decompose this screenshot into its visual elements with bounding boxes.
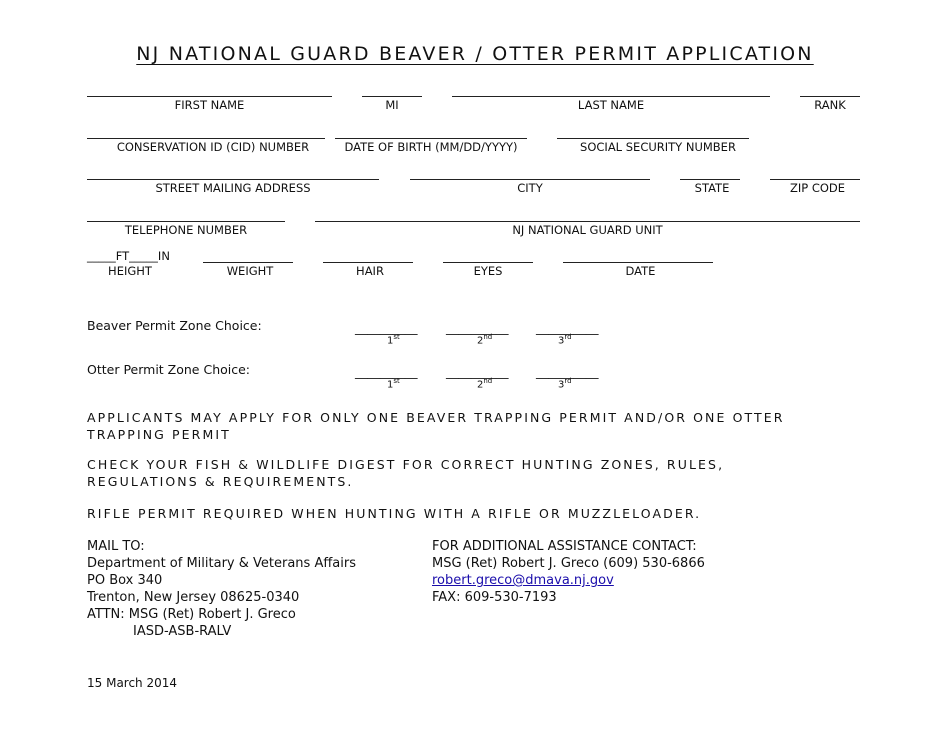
city-label: CITY xyxy=(517,181,543,195)
eyes-label: EYES xyxy=(473,264,503,278)
form-title: NJ NATIONAL GUARD BEAVER / OTTER PERMIT APPLICATION xyxy=(136,43,814,65)
weight-label: WEIGHT xyxy=(226,264,274,278)
telephone-label: TELEPHONE NUMBER xyxy=(124,223,248,237)
beaver-zone-1st-label: 1st xyxy=(387,333,400,347)
unit-field[interactable] xyxy=(315,221,860,222)
beaver-zone-3rd-label: 3rd xyxy=(558,333,572,347)
dob-label: DATE OF BIRTH (MM/DD/YYYY) xyxy=(344,140,518,154)
street-label: STREET MAILING ADDRESS xyxy=(155,181,311,195)
otter-zone-2nd-label: 2nd xyxy=(477,377,493,391)
date-field[interactable] xyxy=(563,262,713,263)
last-name-field[interactable] xyxy=(452,96,770,97)
state-label: STATE xyxy=(694,181,730,195)
mail-to-block xyxy=(87,538,356,640)
footer-date: 15 March 2014 xyxy=(87,676,178,690)
otter-zone-3rd-label: 3rd xyxy=(558,377,572,391)
contact-block xyxy=(432,538,705,606)
unit-label: NJ NATIONAL GUARD UNIT xyxy=(512,223,663,237)
state-field[interactable] xyxy=(680,179,740,180)
mail-to-line-5: IASD-ASB-RALV xyxy=(133,624,232,639)
otter-zone-1st-field[interactable]: __________ xyxy=(355,364,418,379)
contact-email-link[interactable]: robert.greco@dmava.nj.gov xyxy=(432,573,614,588)
mail-to-line-3: Trenton, New Jersey 08625-0340 xyxy=(87,590,300,605)
hair-field[interactable] xyxy=(323,262,413,263)
rank-label: RANK xyxy=(814,98,846,112)
height-label: HEIGHT xyxy=(108,264,152,278)
mi-label: MI xyxy=(385,98,399,112)
contact-fax: FAX: 609-530-7193 xyxy=(432,590,557,605)
mail-to-line-1: Department of Military & Veterans Affairs xyxy=(87,556,356,571)
one-permit-notice: APPLICANTS MAY APPLY FOR ONLY ONE BEAVER TRAPPING PERMIT AND/OR ONE OTTER TRAPPING PERMIT xyxy=(87,410,785,442)
city-field[interactable] xyxy=(410,179,650,180)
beaver-zone-3rd-field[interactable]: __________ xyxy=(536,320,599,335)
rank-field[interactable] xyxy=(800,96,860,97)
rifle-notice: RIFLE PERMIT REQUIRED WHEN HUNTING WITH A RIFLE OR MUZZLELOADER. xyxy=(87,506,702,521)
otter-zone-2nd-field[interactable]: __________ xyxy=(446,364,509,379)
beaver-zone-1st-field[interactable]: __________ xyxy=(355,320,418,335)
contact-name-phone: MSG (Ret) Robert J. Greco (609) 530-6866 xyxy=(432,556,705,571)
mail-to-heading: MAIL TO: xyxy=(87,539,145,554)
cid-field[interactable] xyxy=(87,138,325,139)
date-label: DATE xyxy=(625,264,656,278)
height-field[interactable]: _____FT_____IN xyxy=(87,249,170,263)
ssn-label: SOCIAL SECURITY NUMBER xyxy=(580,140,736,154)
street-field[interactable] xyxy=(87,179,379,180)
first-name-field[interactable] xyxy=(87,96,332,97)
telephone-field[interactable] xyxy=(87,221,285,222)
zip-label: ZIP CODE xyxy=(789,181,846,195)
mi-field[interactable] xyxy=(362,96,422,97)
otter-zone-3rd-field[interactable]: __________ xyxy=(536,364,599,379)
last-name-label: LAST NAME xyxy=(577,98,645,112)
eyes-field[interactable] xyxy=(443,262,533,263)
first-name-label: FIRST NAME xyxy=(174,98,245,112)
contact-heading: FOR ADDITIONAL ASSISTANCE CONTACT: xyxy=(432,539,697,554)
digest-notice: CHECK YOUR FISH & WILDLIFE DIGEST FOR CORRECT HUNTING ZONES, RULES, REGULATIONS & REQUIREMENTS. xyxy=(87,457,725,489)
hair-label: HAIR xyxy=(356,264,384,278)
otter-zone-1st-label: 1st xyxy=(387,377,400,391)
ssn-field[interactable] xyxy=(557,138,749,139)
mail-to-line-4: ATTN: MSG (Ret) Robert J. Greco xyxy=(87,607,296,622)
beaver-zone-2nd-field[interactable]: __________ xyxy=(446,320,509,335)
beaver-zone-2nd-label: 2nd xyxy=(477,333,493,347)
zip-field[interactable] xyxy=(770,179,860,180)
otter-zone-label: Otter Permit Zone Choice: xyxy=(87,362,251,377)
beaver-zone-label: Beaver Permit Zone Choice: xyxy=(87,318,262,333)
dob-field[interactable] xyxy=(335,138,527,139)
weight-field[interactable] xyxy=(203,262,293,263)
mail-to-line-2: PO Box 340 xyxy=(87,573,163,588)
cid-label: CONSERVATION ID (CID) NUMBER xyxy=(116,140,310,154)
